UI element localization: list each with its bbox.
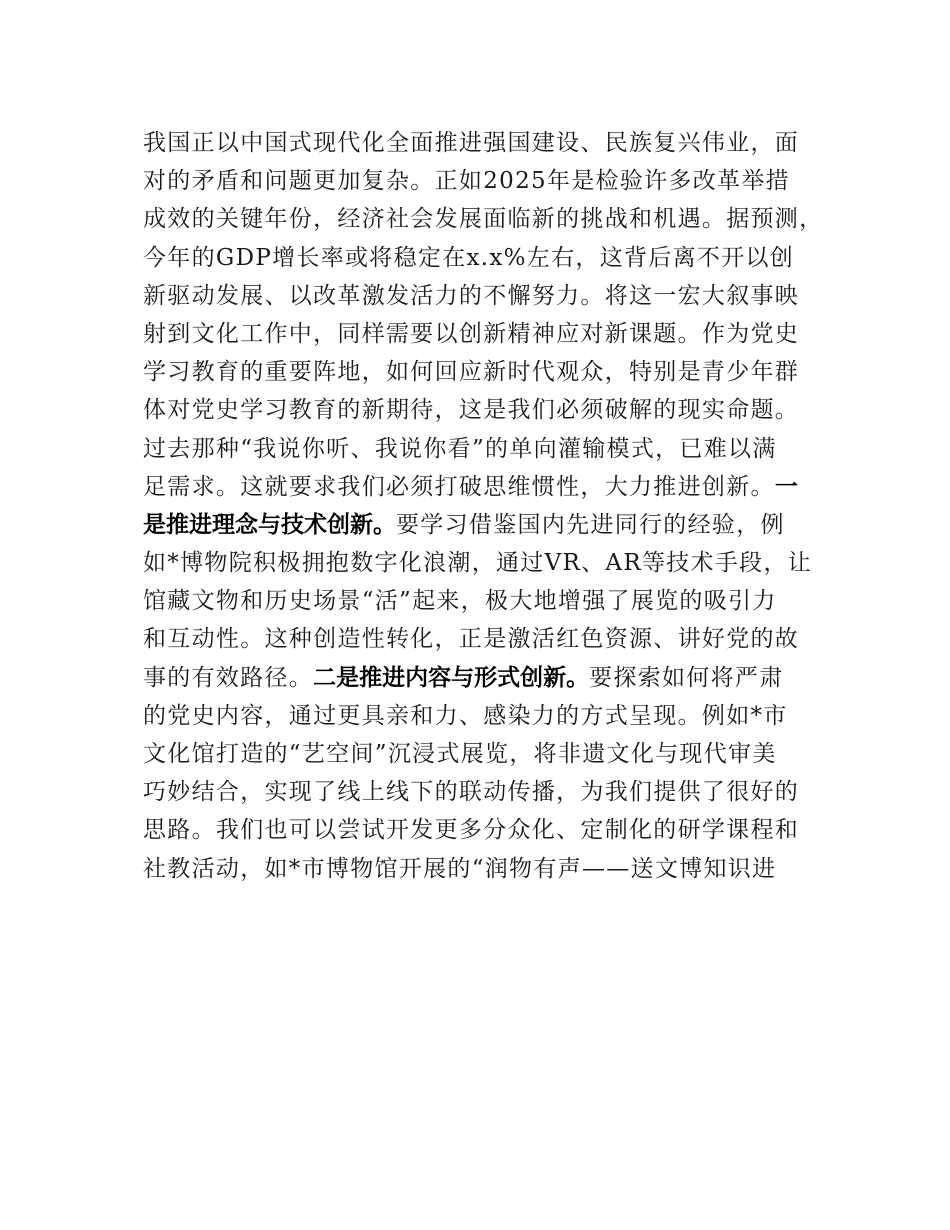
text-line	[143, 315, 823, 353]
text-segment: 事的有效路径。	[143, 664, 314, 691]
text-line	[143, 735, 823, 773]
text-segment: 文化馆打造的“艺空间”沉浸式展览，将非遗文化与现代审美	[143, 741, 777, 767]
text-segment: 过去那种“我说你听、我说你看”的单向灌输模式，已难以满	[143, 435, 777, 462]
text-line	[143, 659, 823, 697]
text-line	[143, 124, 823, 162]
text-segment: 新驱动发展、以改革激发活力的不懈努力。将这一宏大叙事映	[143, 282, 800, 309]
text-line	[143, 544, 823, 582]
body-text	[143, 124, 823, 888]
text-segment: 巧妙结合，实现了线上线下的联动传播，为我们提供了很好的	[143, 779, 800, 806]
text-line	[143, 430, 823, 468]
text-line	[143, 850, 823, 888]
text-line	[143, 773, 823, 811]
text-segment: 体对党史学习教育的新期待，这是我们必须破解的现实命题。	[143, 397, 800, 424]
text-line	[143, 506, 823, 544]
bold-heading-segment: 二是推进内容与形式创新。	[313, 664, 590, 691]
text-segment: 射到文化工作中，同样需要以创新精神应对新课题。作为党史	[143, 320, 800, 347]
text-segment: 今年的GDP增长率或将稳定在x.x%左右，这背后离不开以创	[143, 244, 795, 271]
text-segment: 对的矛盾和问题更加复杂。正如2025年是检验许多改革举措	[143, 168, 790, 195]
text-segment: 如*博物院积极拥抱数字化浪潮，通过VR、AR等技术手段，让	[143, 550, 813, 577]
text-line	[143, 162, 823, 200]
text-line	[143, 277, 823, 315]
text-segment: 足需求。这就要求我们必须打破思维惯性，大力推进创新。	[143, 473, 775, 500]
text-line	[143, 811, 823, 849]
bold-heading-segment: 一	[774, 473, 798, 500]
text-line	[143, 582, 823, 620]
text-segment: 馆藏文物和历史场景“活”起来，极大地增强了展览的吸引力	[143, 588, 777, 615]
text-line	[143, 468, 823, 506]
text-line	[143, 353, 823, 391]
text-segment: 学习教育的重要阵地，如何回应新时代观众，特别是青少年群	[143, 359, 800, 386]
text-line	[143, 620, 823, 658]
text-segment: 和互动性。这种创造性转化，正是激活红色资源、讲好党的故	[143, 626, 800, 653]
text-segment: 我国正以中国式现代化全面推进强国建设、民族复兴伟业，面	[143, 130, 800, 156]
text-line	[143, 391, 823, 429]
text-segment: 要探索如何将严肃	[589, 664, 784, 691]
bold-heading-segment: 是推进理念与技术创新。	[143, 511, 396, 538]
text-line	[143, 697, 823, 735]
text-line	[143, 200, 823, 238]
text-segment: 思路。我们也可以尝试开发更多分众化、定制化的研学课程和	[143, 817, 800, 844]
text-segment: 成效的关键年份，经济社会发展面临新的挑战和机遇。据预测，	[143, 206, 824, 233]
text-segment: 要学习借鉴国内先进同行的经验，例	[396, 511, 785, 538]
text-line	[143, 239, 823, 277]
text-segment: 社教活动，如*市博物馆开展的“润物有声——送文博知识进	[143, 855, 777, 882]
text-segment: 的党史内容，通过更具亲和力、感染力的方式呈现。例如*市	[143, 702, 788, 729]
